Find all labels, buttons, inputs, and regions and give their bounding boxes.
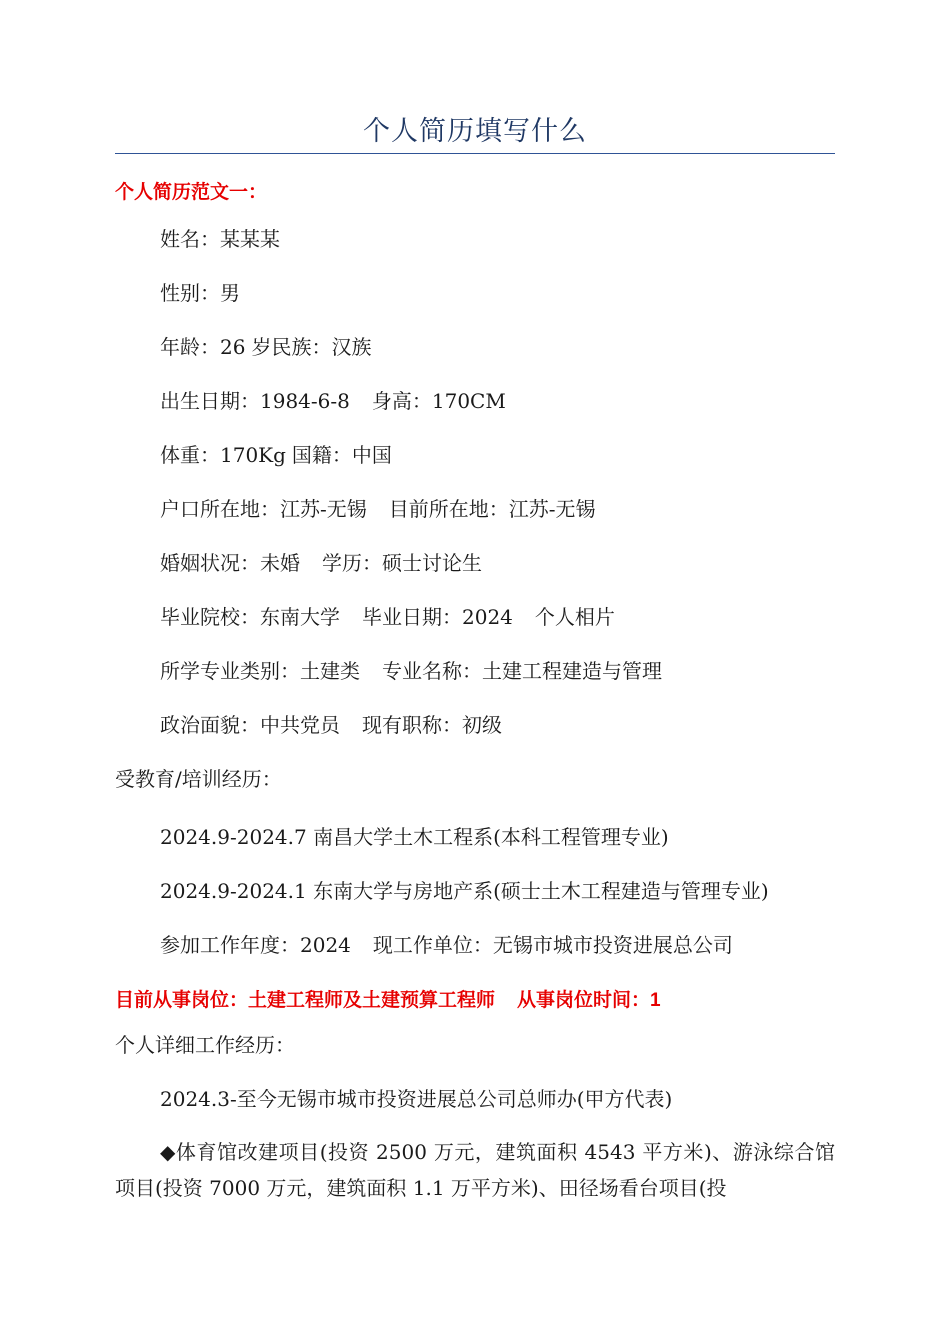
field-birth-height xyxy=(160,386,835,416)
page-title: 个人简历填写什么 xyxy=(363,116,587,147)
work-heading: 个人详细工作经历： xyxy=(115,1033,295,1057)
field-current-location: 目前所在地：江苏-无锡 xyxy=(388,497,596,521)
field-political-row xyxy=(160,710,835,740)
field-school: 毕业院校：东南大学 xyxy=(160,605,340,629)
education-item: 2024.9-2024.1 东南大学与房地产系(硕士土木工程建造与管理专业) xyxy=(160,879,769,903)
section-heading: 个人简历范文一： xyxy=(115,182,268,203)
field-grad-date: 毕业日期：2024 xyxy=(362,605,513,629)
field-marital-education xyxy=(160,548,835,578)
field-school-row xyxy=(160,602,835,632)
field-major-row xyxy=(160,656,835,686)
field-employer: 现工作单位：无锡市城市投资进展总公司 xyxy=(372,933,733,957)
field-age-ethnicity xyxy=(160,332,835,362)
work-item: 2024.3-至今无锡市城市投资进展总公司总师办(甲方代表) xyxy=(160,1087,673,1111)
position-heading xyxy=(115,986,835,1016)
field-education: 学历：硕士讨论生 xyxy=(322,551,482,575)
field-height: 身高：170CM xyxy=(371,389,506,413)
field-position-duration: 从事岗位时间：1 xyxy=(517,990,661,1011)
field-weight-nationality xyxy=(160,440,835,470)
field-title-rank: 现有职称：初级 xyxy=(362,713,502,737)
field-ethnicity: 岁民族：汉族 xyxy=(251,335,372,359)
field-major-name: 专业名称：土建工程建造与管理 xyxy=(382,659,662,683)
field-work-start: 参加工作年度：2024 xyxy=(160,933,351,957)
field-photo: 个人相片 xyxy=(534,605,615,629)
education-heading: 受教育/培训经历： xyxy=(115,767,282,791)
field-gender: 性别：男 xyxy=(160,281,240,305)
field-name: 姓名：某某某 xyxy=(160,227,280,251)
field-political: 政治面貌：中共党员 xyxy=(160,713,340,737)
project-bullet: ◆体育馆改建项目(投资 2500 万元，建筑面积 4543 平方米)、游泳综合馆项目(投资 7000 万元，建筑面积 1.1 万平方米)、田径场看台项目(投 xyxy=(115,1140,835,1200)
title-underline xyxy=(115,153,835,154)
education-item: 2024.9-2024.7 南昌大学土木工程系(本科工程管理专业) xyxy=(160,825,669,849)
field-marital: 婚姻状况：未婚 xyxy=(160,551,300,575)
field-current-position: 目前从事岗位：土建工程师及土建预算工程师 xyxy=(115,990,496,1011)
field-locations xyxy=(160,494,835,524)
field-hukou: 户口所在地：江苏-无锡 xyxy=(160,497,367,521)
field-age: 年龄：26 xyxy=(160,335,246,359)
field-weight: 体重：170Kg xyxy=(160,443,286,467)
work-start-row xyxy=(160,930,835,960)
field-birth: 出生日期：1984-6-8 xyxy=(160,389,350,413)
field-nationality: 国籍：中国 xyxy=(291,443,392,467)
field-major-category: 所学专业类别：土建类 xyxy=(160,659,360,683)
